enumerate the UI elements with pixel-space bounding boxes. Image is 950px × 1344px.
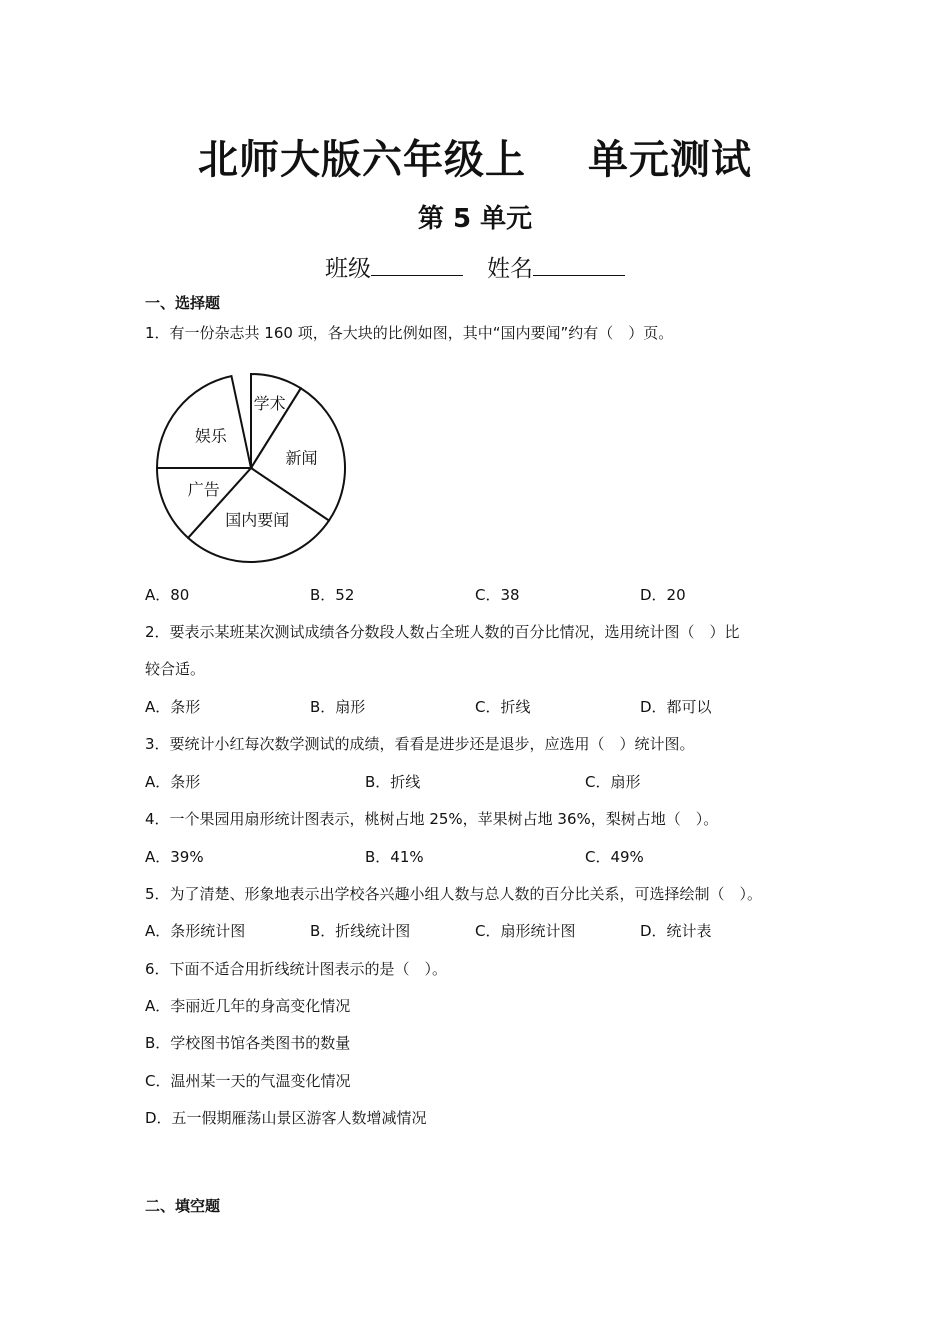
q2-option-c[interactable]: C．折线 xyxy=(475,698,531,716)
question-5-text: 5．为了清楚、形象地表示出学校各兴趣小组人数与总人数的百分比关系，可选择绘制（ ）。 xyxy=(145,885,763,903)
q5-option-d[interactable]: D．统计表 xyxy=(640,922,712,940)
q3-option-b[interactable]: B．折线 xyxy=(365,773,421,791)
question-4-text: 4．一个果园用扇形统计图表示，桃树占地 25%，苹果树占地 36%，梨树占地（ ）。 xyxy=(145,810,719,828)
title-left: 北师大版六年级上 xyxy=(198,137,526,183)
q4-option-b[interactable]: B．41% xyxy=(365,848,424,866)
q6-option-d[interactable]: D．五一假期雁荡山景区游客人数增减情况 xyxy=(145,1109,427,1127)
q4-option-a[interactable]: A．39% xyxy=(145,848,204,866)
student-info-line xyxy=(0,250,950,283)
q2-option-b[interactable]: B．扇形 xyxy=(310,698,366,716)
pie-label-3: 国内要闻 xyxy=(225,510,290,530)
pie-label-1: 学术 xyxy=(253,393,286,413)
question-1-text: 1．有一份杂志共 160 项，各大块的比例如图，其中“国内要闻”约有（ ）页。 xyxy=(145,324,674,342)
magazine-pie-chart xyxy=(150,370,350,570)
question-3-text: 3．要统计小红每次数学测试的成绩，看看是进步还是退步，应选用（ ）统计图。 xyxy=(145,735,695,753)
class-label: 班级 xyxy=(325,256,371,282)
q3-option-a[interactable]: A．条形 xyxy=(145,773,201,791)
question-6-text: 6．下面不适合用折线统计图表示的是（ ）。 xyxy=(145,960,448,978)
q1-option-d[interactable]: D．20 xyxy=(640,586,686,604)
pie-slice-5 xyxy=(157,376,251,468)
pie-label-2: 新闻 xyxy=(285,448,318,468)
q6-option-c[interactable]: C．温州某一天的气温变化情况 xyxy=(145,1072,351,1090)
title-right: 单元测试 xyxy=(588,137,752,183)
q3-option-c[interactable]: C．扇形 xyxy=(585,773,641,791)
pie-label-5: 娱乐 xyxy=(194,426,227,446)
q5-option-a[interactable]: A．条形统计图 xyxy=(145,922,246,940)
q1-option-a[interactable]: A．80 xyxy=(145,586,190,604)
pie-slices xyxy=(157,374,345,562)
unit-title: 第 5 单元 xyxy=(417,204,533,234)
pie-label-4: 广告 xyxy=(187,480,220,500)
q2-option-a[interactable]: A．条形 xyxy=(145,698,201,716)
q4-option-c[interactable]: C．49% xyxy=(585,848,644,866)
q1-option-b[interactable]: B．52 xyxy=(310,586,355,604)
question-2-line-1: 2．要表示某班某次测试成绩各分数段人数占全班人数的百分比情况，选用统计图（ ）比 xyxy=(145,623,740,641)
name-blank[interactable] xyxy=(533,255,625,276)
name-label: 姓名 xyxy=(487,256,533,282)
section-heading-fill-in: 二、填空题 xyxy=(145,1197,221,1215)
q2-option-d[interactable]: D．都可以 xyxy=(640,698,712,716)
q1-option-c[interactable]: C．38 xyxy=(475,586,520,604)
q5-option-b[interactable]: B．折线统计图 xyxy=(310,922,411,940)
q5-option-c[interactable]: C．扇形统计图 xyxy=(475,922,576,940)
class-blank[interactable] xyxy=(371,255,463,276)
section-heading-choice: 一、选择题 xyxy=(145,294,221,312)
exam-title xyxy=(0,128,950,185)
q6-option-b[interactable]: B．学校图书馆各类图书的数量 xyxy=(145,1034,351,1052)
question-2-line-2: 较合适。 xyxy=(145,660,206,678)
q6-option-a[interactable]: A．李丽近几年的身高变化情况 xyxy=(145,997,351,1015)
